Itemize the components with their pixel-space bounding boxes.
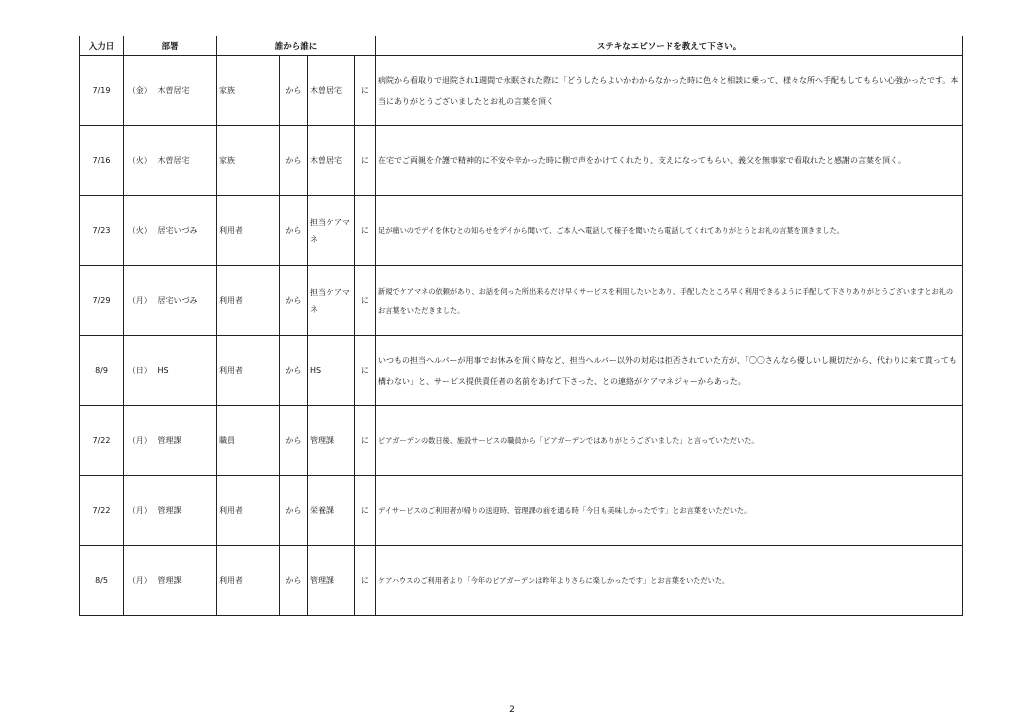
cell-day: （火） [124,196,156,266]
cell-department: 木曽居宅 [156,126,217,196]
cell-kara: から [280,406,308,476]
table-header-row [80,36,963,56]
cell-day: （月） [124,266,156,336]
cell-date: 7/19 [80,56,124,126]
table-row [80,406,963,476]
cell-ni: に [355,406,376,476]
table-row [80,266,963,336]
episode-table [79,36,963,616]
cell-ni: に [355,336,376,406]
table-row [80,546,963,616]
cell-day: （月） [124,546,156,616]
cell-department: 管理課 [156,476,217,546]
cell-ni: に [355,476,376,546]
cell-day: （月） [124,476,156,546]
table-row [80,476,963,546]
cell-ni: に [355,266,376,336]
cell-episode: 足が痛いのでデイを休むとの知らせをデイから聞いて、ご本人へ電話して様子を聞いたら電話してくれてありがとうとお礼の言葉を頂きました。 [376,196,963,266]
cell-episode: デイサービスのご利用者が帰りの送迎時、管理課の前を通る時「今日も美味しかったです」とお言葉をいただいた。 [376,476,963,546]
cell-department: 管理課 [156,406,217,476]
cell-from: 利用者 [217,266,280,336]
cell-to: 管理課 [308,406,355,476]
cell-day: （月） [124,406,156,476]
cell-episode: 在宅でご両親を介護で精神的に不安や辛かった時に側で声をかけてくれたり、支えになってもらい、義父を無事家で看取れたと感謝の言葉を頂く。 [376,126,963,196]
cell-ni: に [355,56,376,126]
cell-to: 管理課 [308,546,355,616]
cell-from: 利用者 [217,196,280,266]
cell-date: 7/29 [80,266,124,336]
cell-ni: に [355,546,376,616]
cell-kara: から [280,196,308,266]
cell-to: HS [308,336,355,406]
cell-to: 栄養課 [308,476,355,546]
cell-date: 8/9 [80,336,124,406]
table-row [80,126,963,196]
cell-kara: から [280,336,308,406]
table-row [80,196,963,266]
cell-kara: から [280,476,308,546]
cell-kara: から [280,56,308,126]
cell-date: 7/22 [80,406,124,476]
cell-kara: から [280,546,308,616]
cell-day: （火） [124,126,156,196]
cell-episode: 病院から看取りで退院され1週間で永眠された際に「どうしたらよいかわからなかった時に色々と相談に乗って、様々な所へ手配もしてもらい心強かったです。本当にありがとうございましたとお礼の言葉を頂く [376,56,963,126]
cell-department: 木曽居宅 [156,56,217,126]
cell-from: 利用者 [217,336,280,406]
header-department: 部署 [124,36,217,56]
cell-to: 木曽居宅 [308,126,355,196]
page-number: 2 [509,705,515,715]
cell-episode: いつもの担当ヘルパーが用事でお休みを頂く時など、担当ヘルパー以外の対応は拒否されていた方が、「〇〇さんなら優しいし親切だから、代わりに来て貰っても構わない」と、サービス提供責任者の名前をあげて下さった、との連絡がケアマネジャーからあった。 [376,336,963,406]
cell-ni: に [355,196,376,266]
cell-department: 居宅いづみ [156,196,217,266]
cell-department: HS [156,336,217,406]
cell-episode: 新規でケアマネの依頼があり、お話を伺った所出来るだけ早くサービスを利用したいとあり、手配したところ早く利用できるように手配して下さりありがとうございますとお礼のお言葉をいただきました。 [376,266,963,336]
cell-to: 担当ケアマネ [308,266,355,336]
header-date: 入力日 [80,36,124,56]
cell-day: （日） [124,336,156,406]
cell-episode: ケアハウスのご利用者より「今年のピアガーデンは昨年よりさらに楽しかったです」とお言葉をいただいた。 [376,546,963,616]
cell-kara: から [280,266,308,336]
cell-episode: ピアガーデンの数日後、施設サービスの職員から「ピアガーデンではありがとうございました」と言っていただいた。 [376,406,963,476]
cell-date: 7/16 [80,126,124,196]
cell-from: 利用者 [217,476,280,546]
cell-department: 居宅いづみ [156,266,217,336]
table-row [80,56,963,126]
table-row [80,336,963,406]
cell-from: 家族 [217,126,280,196]
header-who: 誰から誰に [217,36,376,56]
cell-kara: から [280,126,308,196]
cell-department: 管理課 [156,546,217,616]
header-episode: ステキなエピソードを教えて下さい。 [376,36,963,56]
cell-day: （金） [124,56,156,126]
cell-date: 7/22 [80,476,124,546]
cell-to: 担当ケアマネ [308,196,355,266]
cell-from: 家族 [217,56,280,126]
cell-date: 8/5 [80,546,124,616]
cell-to: 木曽居宅 [308,56,355,126]
cell-ni: に [355,126,376,196]
cell-from: 利用者 [217,546,280,616]
cell-from: 職員 [217,406,280,476]
cell-date: 7/23 [80,196,124,266]
